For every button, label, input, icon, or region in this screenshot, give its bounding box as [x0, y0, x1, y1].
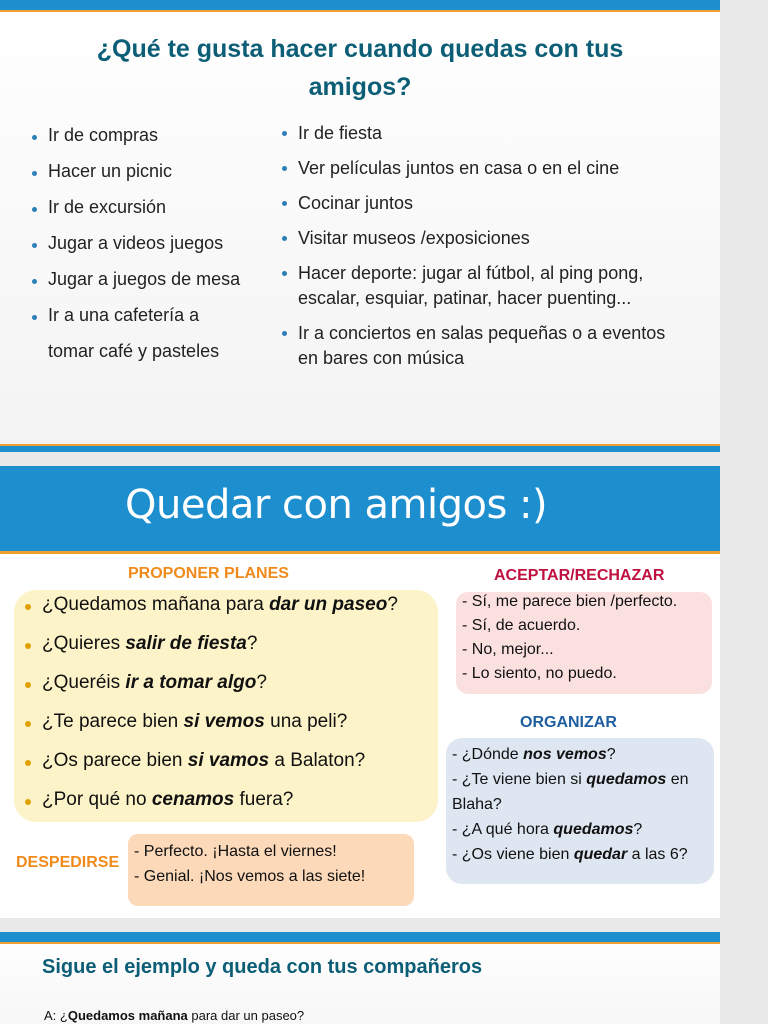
slide-title: Quedar con amigos :)	[125, 482, 548, 528]
list-item: Ver películas juntos en casa o en el cine	[280, 156, 619, 181]
slide-bottom-bar	[0, 444, 720, 452]
list-item: Hacer un picnic	[30, 161, 172, 182]
response-line: - Sí, me parece bien /perfecto.	[462, 593, 678, 610]
list-item-continuation: en bares con música	[298, 348, 465, 368]
list-item-continuation: tomar café y pasteles	[48, 341, 220, 361]
response-line: - Sí, de acuerdo.	[462, 617, 581, 634]
plan-item: ¿Te parece bien si vemos una peli?	[22, 711, 347, 733]
question-line: - ¿Dónde nos vemos?	[452, 746, 616, 763]
plan-item: ¿Quedamos mañana para dar un paseo?	[22, 594, 398, 616]
farewell-line: - Genial. ¡Nos vemos a las siete!	[134, 868, 366, 885]
slide-header	[0, 466, 720, 554]
question-line: - ¿A qué hora quedamos?	[452, 821, 643, 838]
list-item: Ir a una cafetería a	[30, 305, 199, 326]
question-line: - ¿Te viene bien si quedamos en	[452, 771, 689, 788]
aceptar-label: ACEPTAR/RECHAZAR	[494, 567, 665, 584]
list-item: Ir de fiesta	[280, 121, 382, 146]
slide-top-bar	[0, 0, 720, 12]
despedirse-lines	[134, 839, 365, 889]
list-item-continuation: escalar, esquiar, patinar, hacer puenting...	[298, 288, 632, 308]
question-line: - ¿Os viene bien quedar a las 6?	[452, 846, 688, 863]
response-line: - Lo siento, no puedo.	[462, 665, 617, 682]
list-item: Visitar museos /exposiciones	[280, 226, 530, 251]
list-item: Ir a conciertos en salas pequeñas o a eventos	[280, 321, 665, 346]
example-line: A: ¿Quedamos mañana para dar un paseo?	[44, 1008, 305, 1023]
list-item: Ir de compras	[30, 125, 158, 146]
slide-ejemplo	[0, 932, 720, 1024]
despedirse-label: DESPEDIRSE	[16, 854, 120, 871]
question-line: Blaha?	[452, 796, 502, 813]
plan-item: ¿Por qué no cenamos fuera?	[22, 789, 293, 811]
organizar-lines	[452, 742, 689, 867]
list-item: Hacer deporte: jugar al fútbol, al ping pong,	[280, 261, 643, 286]
slide-activities	[0, 0, 720, 452]
title-line-2: amigos?	[308, 73, 412, 101]
slide-top-bar	[0, 932, 720, 944]
slide-quedar	[0, 466, 720, 918]
plan-item: ¿Os parece bien si vamos a Balaton?	[22, 750, 365, 772]
response-line: - No, mejor...	[462, 641, 554, 658]
organizar-label: ORGANIZAR	[520, 714, 617, 731]
list-item: Jugar a videos juegos	[30, 233, 223, 254]
list-item: Ir de excursión	[30, 197, 166, 218]
plan-item: ¿Queréis ir a tomar algo?	[22, 672, 267, 694]
slide-title	[30, 30, 690, 106]
plan-item: ¿Quieres salir de fiesta?	[22, 633, 257, 655]
proponer-box	[14, 590, 438, 822]
aceptar-lines	[462, 590, 677, 686]
list-item: Jugar a juegos de mesa	[30, 269, 240, 290]
proponer-label: PROPONER PLANES	[128, 565, 289, 582]
farewell-line: - Perfecto. ¡Hasta el viernes!	[134, 843, 337, 860]
list-item: Cocinar juntos	[280, 191, 413, 216]
slide-title: Sigue el ejemplo y queda con tus compañeros	[42, 956, 483, 978]
title-line-1: ¿Qué te gusta hacer cuando quedas con tus	[96, 35, 624, 63]
